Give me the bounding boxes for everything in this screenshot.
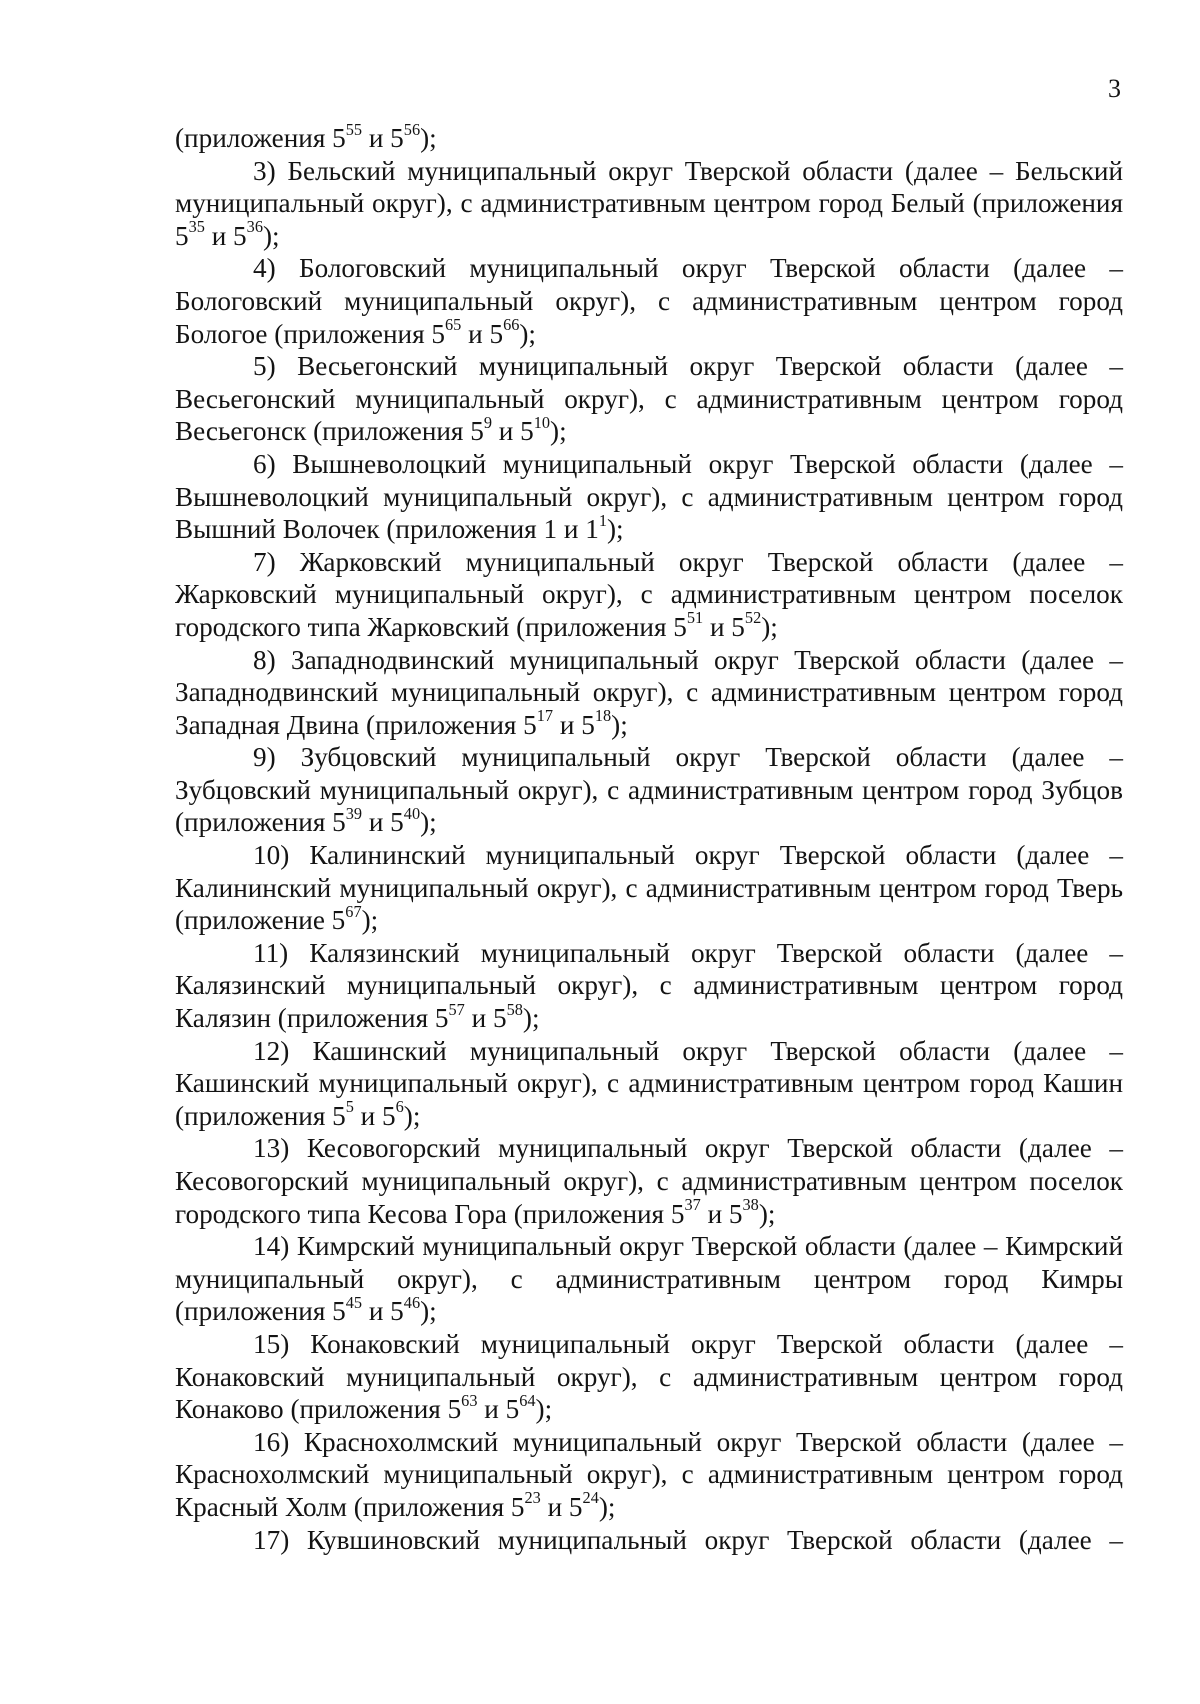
paragraph: 9) Зубцовский муниципальный округ Тверской области (далее – Зубцовский муниципальный округ), с административным центром город Зубцов (приложения $5^{39}$ и $5^{40}$);	[175, 742, 1123, 838]
paragraph: 8) Западнодвинский муниципальный округ Тверской области (далее – Западнодвинский муниципальный округ), с административным центром город Западная Двина (приложения $5^{17}$ и $5^{18}$);	[175, 644, 1123, 740]
paragraph: 13) Кесовогорский муниципальный округ Тверской области (далее – Кесовогорский муниципальный округ), с административным центром поселок городского типа Кесова Гора (приложения $5^{37}$ и $5^{38}$);	[175, 1133, 1123, 1229]
paragraph: 6) Вышневолоцкий муниципальный округ Тверской области (далее – Вышневолоцкий муниципальный округ), с административным центром город Вышний Волочек (приложения 1 и $1^1$);	[175, 448, 1123, 545]
page-number: 3	[1108, 74, 1121, 103]
paragraph: 14) Кимрский муниципальный округ Тверской области (далее – Кимрский муниципальный округ), с административным центром город Кимры (приложения $5^{45}$ и $5^{46}$);	[175, 1231, 1123, 1327]
paragraph: 4) Бологовский муниципальный округ Тверской области (далее – Бологовский муниципальный округ), с административным центром город Бологое (приложения $5^{65}$ и $5^{66}$);	[175, 253, 1123, 349]
paragraph: 5) Весьегонский муниципальный округ Тверской области (далее – Весьегонский муниципальный округ), с административным центром город Весьегонск (приложения $5^9$ и $5^{10}$);	[175, 351, 1123, 447]
paragraph: 10) Калининский муниципальный округ Тверской области (далее – Калининский муниципальный округ), с административным центром город Тверь (приложение $5^{67}$);	[175, 840, 1123, 936]
paragraph: 12) Кашинский муниципальный округ Тверской области (далее – Кашинский муниципальный округ), с административным центром город Кашин (приложения $5^5$ и $5^6$);	[175, 1035, 1123, 1131]
paragraph: 17) Кувшиновский муниципальный округ Тверской области (далее –	[253, 1524, 1123, 1555]
paragraph: (приложения $5^{55}$ и $5^{56}$);	[175, 119, 437, 153]
document-body	[175, 119, 1123, 1556]
paragraph: 11) Калязинский муниципальный округ Тверской области (далее – Калязинский муниципальный округ), с административным центром город Калязин (приложения $5^{57}$ и $5^{58}$);	[175, 937, 1123, 1034]
paragraph: 3) Бельский муниципальный округ Тверской области (далее – Бельский муниципальный округ), с административным центром город Белый (приложения $5^{35}$ и $5^{36}$);	[175, 155, 1123, 251]
paragraph: 15) Конаковский муниципальный округ Тверской области (далее – Конаковский муниципальный округ), с административным центром город Конаково (приложения $5^{63}$ и $5^{64}$);	[175, 1328, 1123, 1425]
paragraph: 16) Краснохолмский муниципальный округ Тверской области (далее – Краснохолмский муниципальный округ), с административным центром город Красный Холм (приложения $5^{23}$ и $5^{24}$);	[175, 1426, 1123, 1522]
paragraph: 7) Жарковский муниципальный округ Тверской области (далее – Жарковский муниципальный округ), с административным центром поселок городского типа Жарковский (приложения $5^{51}$ и $5^{52}$);	[175, 546, 1123, 642]
